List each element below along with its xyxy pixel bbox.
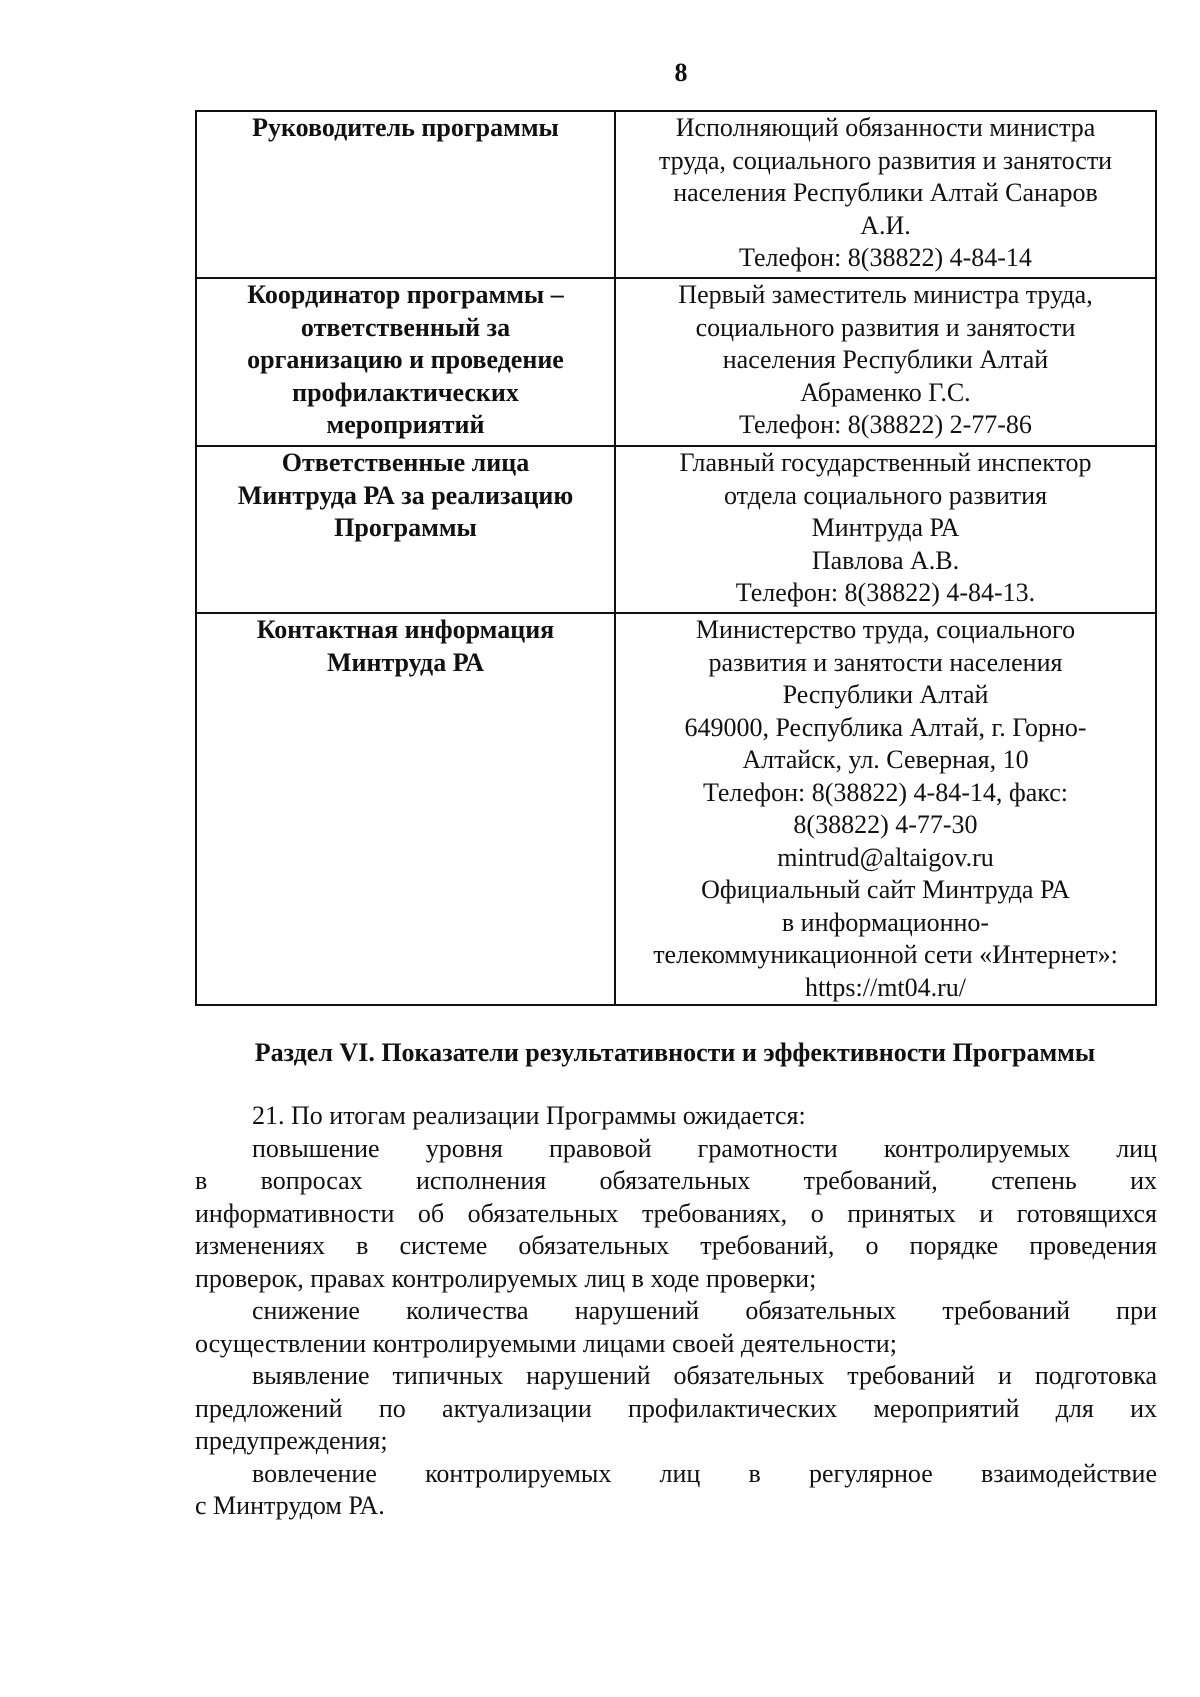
value-line: социального развития и занятости	[695, 312, 1076, 342]
paragraph-line: изменениях в системе обязательных требований, о порядке проведения	[195, 1231, 1157, 1260]
program-info-table	[195, 110, 1157, 1006]
value-line: Павлова А.В.	[811, 545, 960, 575]
website-text: https://mt04.ru/	[804, 972, 967, 1002]
row-label-program-head	[196, 111, 615, 278]
email-text: mintrud@altaigov.ru	[777, 842, 994, 872]
value-line: Телефон: 8(38822) 4-84-14, факс:	[702, 777, 1068, 807]
value-line: Минтруда РА	[811, 513, 960, 542]
row-label-responsible	[196, 446, 615, 613]
value-line: труда, социального развития и занятости	[658, 145, 1113, 175]
table-row	[196, 613, 1156, 1005]
label-line: Минтруда РА	[326, 647, 485, 677]
value-line: Исполняющий обязанности министра	[675, 113, 1096, 142]
row-value-program-head	[615, 111, 1156, 278]
value-line: Республики Алтай	[782, 680, 989, 709]
label-line: Ответственные лица	[281, 448, 530, 477]
value-line: 649000, Республика Алтай, г. Горно-	[684, 712, 1087, 742]
value-line: отдела социального развития	[723, 480, 1048, 510]
value-line: Алтайск, ул. Северная, 10	[742, 745, 1029, 774]
paragraph-line: снижение количества нарушений обязательных требований при	[252, 1296, 1157, 1325]
paragraph-line: предложений по актуализации профилактических мероприятий для их	[195, 1393, 1157, 1423]
row-value-responsible	[615, 446, 1156, 613]
value-line: населения Республики Алтай Санаров	[673, 178, 1098, 207]
paragraph-line: 21. По итогам реализации Программы ожидается:	[252, 1101, 806, 1130]
value-line: Телефон: 8(38822) 2-77-86	[739, 410, 1032, 439]
value-line: Первый заместитель министра труда,	[678, 280, 1093, 309]
label-line: Координатор программы –	[247, 280, 564, 309]
label-line: Программы	[334, 513, 477, 542]
label-line: Контактная информация	[256, 615, 555, 644]
table-row	[196, 278, 1156, 446]
label-line: ответственный за	[300, 312, 511, 342]
paragraph-line: информативности об обязательных требованиях, о принятых и готовящихся	[195, 1198, 1157, 1228]
label-line: Минтруда РА за реализацию	[237, 480, 574, 510]
value-line: Телефон: 8(38822) 4-84-13.	[735, 578, 1036, 607]
table-row	[196, 446, 1156, 613]
paragraph-line: осуществлении контролируемыми лицами своей деятельности;	[195, 1328, 897, 1358]
label-line: мероприятий	[326, 410, 485, 439]
section-body	[195, 1100, 1157, 1523]
value-line: Телефон: 8(38822) 4-84-14	[739, 243, 1032, 272]
paragraph-line: проверок, правах контролируемых лиц в ходе проверки;	[195, 1263, 817, 1293]
value-line: телекоммуникационной сети «Интернет»:	[653, 940, 1118, 969]
row-value-contacts	[615, 613, 1156, 1005]
label-line: профилактических	[292, 377, 519, 407]
paragraph-line: вовлечение контролируемых лиц в регулярное взаимодействие	[252, 1458, 1157, 1488]
paragraph-line: выявление типичных нарушений обязательных требований и подготовка	[252, 1361, 1157, 1390]
row-label-contacts	[196, 613, 615, 1005]
value-line: Главный государственный инспектор	[679, 448, 1092, 477]
page-number: 8	[674, 58, 688, 87]
row-label-coordinator	[196, 278, 615, 446]
value-line: Абраменко Г.С.	[800, 377, 971, 407]
row-value-coordinator	[615, 278, 1156, 446]
paragraph-line: повышение уровня правовой грамотности контролируемых лиц	[252, 1133, 1157, 1163]
section-title: Раздел VI. Показатели результативности и эффективности Программы	[254, 1038, 1096, 1067]
value-line: развития и занятости населения	[708, 647, 1063, 677]
paragraph-line: предупреждения;	[195, 1426, 388, 1455]
table-row	[196, 111, 1156, 278]
value-line: А.И.	[860, 210, 911, 240]
value-line: 8(38822) 4-77-30	[793, 810, 978, 839]
value-line: населения Республики Алтай	[722, 345, 1049, 374]
label-line: Руководитель программы	[252, 113, 559, 142]
paragraph-line: в вопросах исполнения обязательных требований, степень их	[195, 1166, 1157, 1195]
value-line: Официальный сайт Минтруда РА	[701, 875, 1070, 904]
paragraph-line: с Минтрудом РА.	[195, 1491, 385, 1520]
label-line: организацию и проведение	[247, 345, 564, 374]
value-line: Министерство труда, социального	[695, 615, 1076, 644]
value-line: в информационно-	[781, 907, 990, 937]
